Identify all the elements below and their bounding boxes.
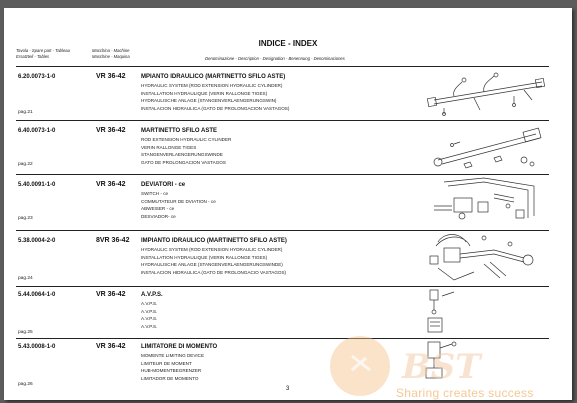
entry-page-ref: pag.21	[18, 110, 33, 115]
entry-code: 5.38.0004-2-0	[18, 238, 56, 244]
hydraulic-system-drawing	[424, 70, 554, 116]
entry-machine: 8VR 36-42	[96, 237, 130, 244]
entry-line: ROD EXTENSION HYDRAULIC CYLINDER	[141, 137, 232, 142]
entry-page-ref: pag.22	[18, 162, 33, 167]
watermark	[322, 330, 570, 400]
entry-translations	[141, 300, 157, 331]
entry-line: VERIN RALLONGE TIGES	[141, 144, 197, 150]
entry-code: 5.43.0008-1-0	[18, 344, 56, 350]
svg-text:BST: BST	[402, 347, 481, 387]
entry-line: HYDRAULIC SYSTEM (ROD EXTENSION HYDRAULIC CYLINDER)	[141, 83, 283, 88]
entry-line: SWITCH - ce	[141, 191, 169, 196]
header-table-label-2: Ersatzteil - Tables	[16, 54, 50, 59]
header-table-label: Tavola - Spare part - Tableau	[16, 48, 70, 53]
header-machine-label-2: Maschine - Maquina	[92, 54, 130, 59]
entry-title: IMPIANTO IDRAULICO (MARTINETTO SFILO ASTE)	[141, 238, 287, 244]
switch-assembly-drawing	[424, 176, 554, 224]
entry-page-ref: pag.26	[18, 382, 33, 387]
entry-translations	[141, 246, 286, 277]
entry-title: A.V.P.S.	[141, 292, 163, 298]
entry-line: A.V.P.S.	[141, 308, 158, 314]
document-page	[4, 8, 572, 400]
header-machine-column	[92, 48, 152, 60]
entry-line: INSTALLATION HYDRAULIQUE (VERIN RALLONGE TIGES)	[141, 254, 268, 260]
entry-line: LIMITADOR DE MOMENTO	[141, 376, 199, 382]
entry-code: 6.40.0073-1-0	[18, 128, 56, 134]
entry-machine: VR 36-42	[96, 343, 126, 350]
header-table-column	[16, 48, 96, 60]
header-machine-label: Macchina - Machine	[92, 48, 130, 53]
entry-line: INSTALACION HIDRAULICA (GATO DE PROLONGACION VASTAGOS)	[141, 106, 290, 112]
entry-line: A.V.P.S.	[141, 324, 158, 330]
entry-translations	[141, 82, 289, 113]
entry-page-ref: pag.23	[18, 216, 33, 221]
entry-line: DESVIADOR- ce	[141, 214, 176, 220]
page-title: INDICE - INDEX	[258, 39, 318, 48]
entry-line: LIMITEUR DE MOMENT	[141, 360, 192, 366]
entry-machine: VR 36-42	[96, 73, 126, 80]
hydraulic-cylinder-drawing	[424, 124, 554, 170]
entry-machine: VR 36-42	[96, 181, 126, 188]
divider	[16, 66, 549, 67]
entry-translations	[141, 352, 204, 383]
entry-line: ABWEISER - ce	[141, 206, 175, 212]
entry-line: INSTALLATION HYDRAULIQUE (VERIN RALLONGE TIGES)	[141, 90, 268, 96]
entry-translations	[141, 136, 231, 167]
entry-machine: VR 36-42	[96, 291, 126, 298]
header-denomination-label: Denominazione - Description - Designation - Benennung - Denominaciones	[205, 56, 345, 61]
entry-title: LIMITATORE DI MOMENTO	[141, 344, 218, 350]
entry-line: HYDRAULIC SYSTEM (ROD EXTENSION HYDRAULIC CYLINDER)	[141, 247, 283, 252]
entry-code: 6.20.0073-1-0	[18, 74, 56, 80]
entry-title: DEVIATORI - ce	[141, 182, 186, 188]
page-number: 3	[286, 386, 290, 392]
entry-machine: VR 36-42	[96, 127, 126, 134]
divider	[16, 120, 549, 121]
entry-line: HYDRAULISCHE ANLAGE (STANGENVERLAENGERUNGSWINDE)	[141, 262, 283, 268]
entry-line: INSTALACION HIDRAULICA (GATO DE PROLONGACIO VASTAGOS)	[141, 270, 287, 276]
entry-line: A.V.P.S.	[141, 301, 158, 306]
entry-code: 5.44.0064-1-0	[18, 292, 56, 298]
divider	[16, 174, 549, 175]
hydraulic-plant-drawing	[424, 228, 554, 286]
entry-line: COMMUTATEUR DE DVIATION - ce	[141, 198, 216, 204]
entry-line: STANGENVERLAENGERUNGSWINDE	[141, 152, 223, 158]
watermark-slogan: Sharing creates success	[396, 386, 534, 400]
entry-page-ref: pag.25	[18, 330, 33, 335]
entry-line: A.V.P.S.	[141, 316, 158, 322]
entry-title: MARTINETTO SFILO ASTE	[141, 128, 217, 134]
entry-translations	[141, 190, 216, 221]
entry-line: HUB-MOMENTBEGRENZER	[141, 368, 202, 374]
entry-page-ref: pag.24	[18, 276, 33, 281]
entry-line: HYDRAULISCHE ANLAGE (STANGENVERLAENGERUNGSWIN)	[141, 98, 277, 104]
entry-line: MOMENTE LIMITING DEVICE	[141, 353, 205, 358]
entry-line: GATO DE PROLONGACION VASTAGOS	[141, 160, 226, 166]
divider	[16, 286, 549, 287]
entry-code: 5.40.0091-1-0	[18, 182, 56, 188]
entry-title: MPIANTO IDRAULICO (MARTINETTO SFILO ASTE)	[141, 74, 286, 80]
